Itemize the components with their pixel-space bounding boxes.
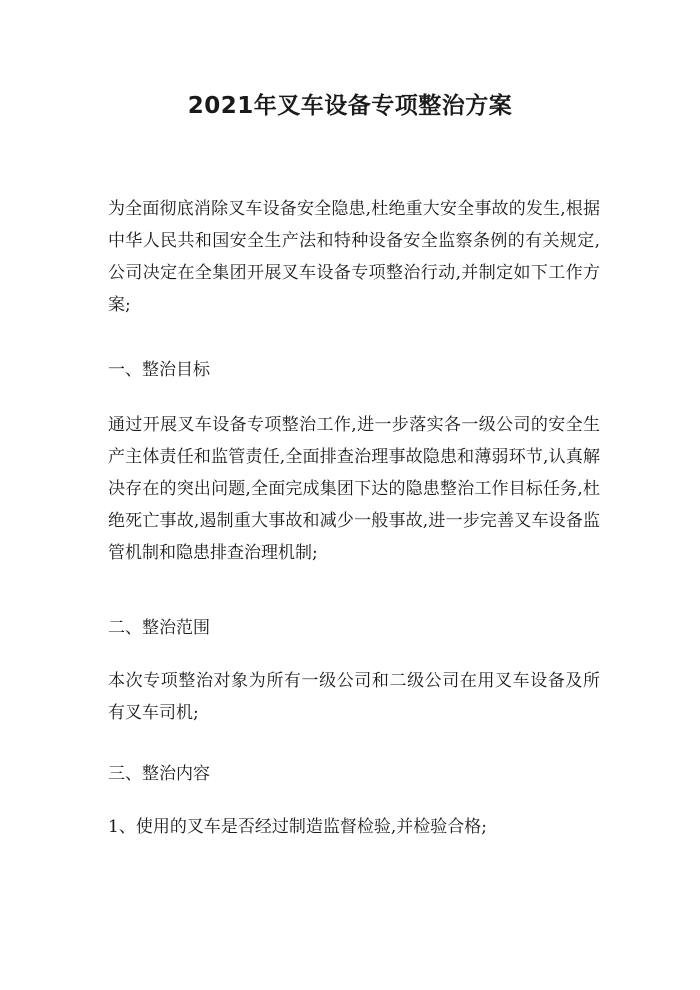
content-list-item: 1、使用的叉车是否经过制造监督检验,并检验合格; xyxy=(108,817,487,837)
section-heading-content: 三、整治内容 xyxy=(108,764,210,784)
section-paragraph-goals: 通过开展叉车设备专项整治工作,进一步落实各一级公司的安全生产主体责任和监管责任,全面排查治理事故隐患和薄弱环节,认真解决存在的突出问题,全面完成集团下达的隐患整治工作目标任务,杜绝死亡事故,遏制重大事故和减少一般事故,进一步完善叉车设备监管机制和隐患排查治理机制; xyxy=(108,415,600,563)
document-title: 2021年叉车设备专项整治方案 xyxy=(187,93,513,119)
section-paragraph-scope: 本次专项整治对象为所有一级公司和二级公司在用叉车设备及所有叉车司机; xyxy=(108,671,600,723)
section-heading-goals: 一、整治目标 xyxy=(108,360,210,380)
section-heading-scope: 二、整治范围 xyxy=(108,618,210,638)
intro-paragraph: 为全面彻底消除叉车设备安全隐患,杜绝重大安全事故的发生,根据中华人民共和国安全生产法和特种设备安全监察条例的有关规定,公司决定在全集团开展叉车设备专项整治行动,并制定如下工作方案; xyxy=(108,199,600,315)
